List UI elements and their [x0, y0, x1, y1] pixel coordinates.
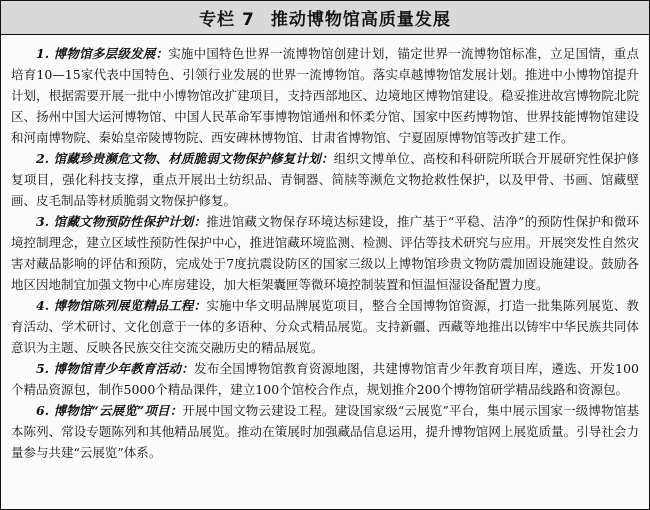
box-title [199, 5, 451, 30]
section-5 [11, 358, 639, 400]
section-3 [11, 211, 639, 295]
section-5-lead: 5. 博物馆青少年教育活动： [36, 361, 195, 376]
title-bar [1, 1, 649, 35]
section-3-lead: 3. 馆藏文物预防性保护计划： [36, 214, 207, 229]
section-6-text: 开展中国文物云建设工程。建设国家级“云展览”平台，集中展示国家一级博物馆基本陈列、常设专题陈列和其他精品展览。推动在策展时加强藏品信息运用，提升博物馆网上展览质量。引导社会力量参与共建“云展览”体系。 [11, 403, 639, 460]
section-2 [11, 148, 639, 211]
section-2-lead: 2. 馆藏珍贵濒危文物、材质脆弱文物保护修复计划： [36, 151, 334, 166]
section-4 [11, 295, 639, 358]
box-body [1, 35, 649, 463]
section-4-text: 实施中华文明品牌展览项目，整合全国博物馆资源，打造一批集陈列展览、教育活动、学术研讨、文化创意于一体的多语种、分众式精品展览。支持新疆、西藏等地推出以铸牢中华民族共同体意识为主题、反映各民族交往交流交融历史的精品展览。 [11, 298, 639, 355]
section-6-lead: 6. 博物馆“云展览”项目： [36, 403, 183, 418]
section-4-lead: 4. 博物馆陈列展览精品工程： [36, 298, 207, 313]
section-1-lead: 1. 博物馆多层级发展： [36, 46, 169, 61]
box-heading: 推动博物馆高质量发展 [270, 10, 451, 30]
section-2-text: 组织文博单位、高校和科研院所联合开展研究性保护修复项目，强化科技支撑，重点开展出土纺织品、青铜器、简牍等濒危文物抢救性保护，以及甲骨、书画、馆藏壁画、皮毛制品等材质脆弱文物保护修复。 [11, 151, 639, 208]
section-1 [11, 43, 639, 148]
section-5-text: 发布全国博物馆教育资源地图，共建博物馆青少年教育项目库，遴选、开发100个精品资源包，制作5000个精品课件，建立100个馆校合作点，规划推介200个博物馆研学精品线路和资源包。 [11, 361, 639, 397]
box-label: 专栏 7 [199, 10, 255, 30]
section-1-text: 实施中国特色世界一流博物馆创建计划，锚定世界一流博物馆标准，立足国情，重点培育10—15家代表中国特色、引领行业发展的世界一流博物馆。落实卓越博物馆发展计划。推进中小博物馆提升计划，根据需要开展一批中小博物馆改扩建项目，支持西部地区、边境地区博物馆建设。稳妥推进故宫博物院北院区、扬州中国大运河博物馆、中国人民革命军事博物馆通州和怀柔分馆、国家中医药博物馆、世界技能博物馆建设和河南博物院、秦始皇帝陵博物院、西安碑林博物馆、甘肃省博物馆、宁夏固原博物馆等改扩建工作。 [11, 46, 639, 145]
section-6 [11, 400, 639, 463]
section-3-text: 推进馆藏文物保存环境达标建设，推广基于“平稳、洁净”的预防性保护和微环境控制理念，建立区域性预防性保护中心，推进馆藏环境监测、检测、评估等技术研究与应用。开展突发性自然灾害对藏品影响的评估和预防，完成处于7度抗震设防区的国家三级以上博物馆珍贵文物防震加固设施建设。鼓励各地区因地制宜加强文物中心库房建设，加大柜架囊匣等微环境控制装置和恒温恒湿设备配置力度。 [11, 214, 639, 292]
